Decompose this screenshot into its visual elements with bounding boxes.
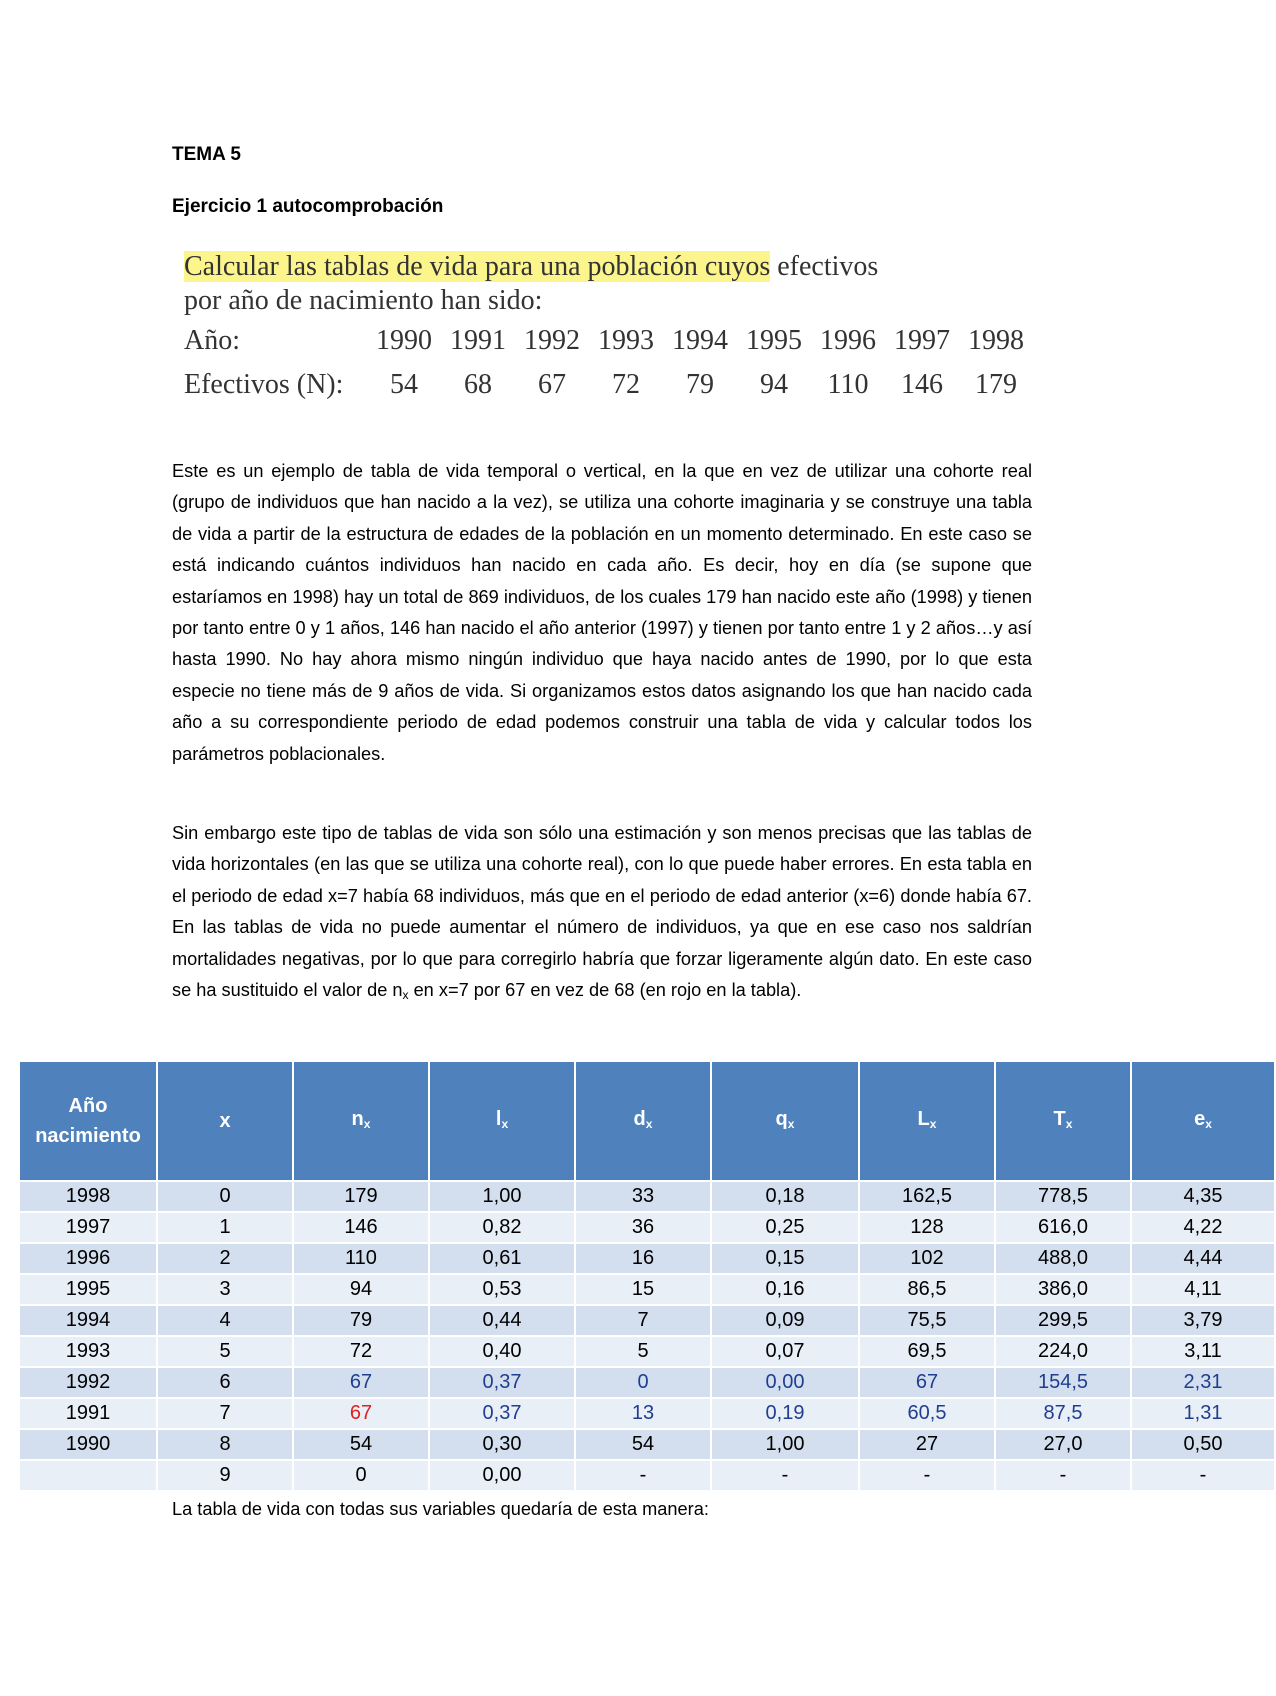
paragraph-2-start: Sin embargo este tipo de tablas de vida son sólo una estimación y son menos precisas que las tablas de vida horizontales (en las que se utiliza una cohorte real), con lo que puede haber errores. En esta tabla en el periodo de edad x=7 había 68 individuos, más que en el periodo de edad anterior (x=6) donde había 67. En las tablas de vida no puede aumentar el número de individuos, ya que en ese caso nos saldrían mortalidades negativas, por lo que para corregirlo habría que forzar ligeramente algún dato. En este caso se ha sustituido el valor de n <box>172 823 1032 1001</box>
column-header <box>1131 1061 1275 1181</box>
table-cell: 488,0 <box>995 1243 1131 1274</box>
table-cell: 0,82 <box>429 1212 575 1243</box>
column-header <box>859 1061 995 1181</box>
table-cell: 8 <box>157 1429 293 1460</box>
count-value: 54 <box>390 369 418 400</box>
column-header-subscript: x <box>929 1116 937 1131</box>
table-cell: - <box>995 1460 1131 1491</box>
column-header-label: e <box>1194 1107 1206 1130</box>
table-cell: 75,5 <box>859 1305 995 1336</box>
table-cell: 9 <box>157 1460 293 1491</box>
table-cell: 0,07 <box>711 1336 859 1367</box>
table-cell: 128 <box>859 1212 995 1243</box>
count-value: 146 <box>901 369 943 400</box>
table-cell: - <box>575 1460 711 1491</box>
table-row <box>19 1181 1275 1212</box>
paragraph-2-text <box>172 818 1032 1011</box>
table-cell: 27,0 <box>995 1429 1131 1460</box>
column-header-subscript: x <box>787 1116 795 1131</box>
table-cell: 0,15 <box>711 1243 859 1274</box>
problem-line-2: por año de nacimiento han sido: <box>184 285 543 316</box>
explanation-paragraph-1 <box>172 456 1032 770</box>
table-cell: 0 <box>157 1181 293 1212</box>
table-cell: 102 <box>859 1243 995 1274</box>
column-header-label: n <box>351 1107 364 1130</box>
table-cell: 5 <box>575 1336 711 1367</box>
table-cell: 146 <box>293 1212 429 1243</box>
table-cell: 0,37 <box>429 1367 575 1398</box>
year-value: 1991 <box>450 325 506 356</box>
explanation-paragraph-2 <box>172 818 1032 1011</box>
page-title: TEMA 5 <box>172 144 241 165</box>
table-cell: 69,5 <box>859 1336 995 1367</box>
table-cell: 67 <box>293 1398 429 1429</box>
paragraph-1-text: Este es un ejemplo de tabla de vida temporal o vertical, en la que en vez de utilizar una cohorte real (grupo de individuos que han nacido a la vez), se utiliza una cohorte imaginaria y se construye una tabla de vida a partir de la estructura de edades de la población en un momento determinado. En este caso se está indicando cuántos individuos han nacido en cada año. Es decir, hoy en día (se supone que estaríamos en 1998) hay un total de 869 individuos, de los cuales 179 han nacido este año (1998) y tienen por tanto entre 0 y 1 años, 146 han nacido el año anterior (1997) y tienen por tanto entre 1 y 2 años…y así hasta 1990. No hay ahora mismo ningún individuo que haya nacido antes de 1990, por lo que esta especie no tiene más de 9 años de vida. Si organizamos estos datos asignando los que han nacido cada año a su correspondiente periodo de edad podemos construir una tabla de vida y calcular todos los parámetros poblacionales. <box>172 461 1032 764</box>
table-cell: 60,5 <box>859 1398 995 1429</box>
table-cell: 0,37 <box>429 1398 575 1429</box>
table-cell: 1996 <box>19 1243 157 1274</box>
year-value: 1990 <box>376 325 432 356</box>
year-value: 1993 <box>598 325 654 356</box>
table-row <box>19 1243 1275 1274</box>
table-cell: 2 <box>157 1243 293 1274</box>
table-cell: 1,31 <box>1131 1398 1275 1429</box>
table-cell: 1993 <box>19 1336 157 1367</box>
table-cell: 54 <box>293 1429 429 1460</box>
column-header <box>575 1061 711 1181</box>
table-cell: 4,22 <box>1131 1212 1275 1243</box>
table-cell: 224,0 <box>995 1336 1131 1367</box>
paragraph-2-subscript: x <box>402 988 409 1003</box>
problem-statement <box>184 250 1044 400</box>
count-value: 94 <box>760 369 788 400</box>
table-cell: 0,00 <box>429 1460 575 1491</box>
table-cell: 7 <box>157 1398 293 1429</box>
column-header-subscript: x <box>1205 1116 1212 1131</box>
table-row <box>19 1336 1275 1367</box>
table-cell: 4 <box>157 1305 293 1336</box>
table-cell: 0 <box>293 1460 429 1491</box>
column-header-label: Año nacimiento <box>35 1095 141 1147</box>
column-header-label: x <box>219 1110 231 1132</box>
table-cell: 2,31 <box>1131 1367 1275 1398</box>
column-header-subscript: x <box>363 1116 371 1131</box>
column-header-subscript: x <box>1065 1116 1073 1131</box>
table-row <box>19 1460 1275 1491</box>
year-value: 1994 <box>672 325 728 356</box>
table-cell: 3,11 <box>1131 1336 1275 1367</box>
table-cell: 72 <box>293 1336 429 1367</box>
column-header-label: L <box>917 1107 930 1130</box>
year-value: 1997 <box>894 325 950 356</box>
table-cell: - <box>711 1460 859 1491</box>
year-value: 1995 <box>746 325 802 356</box>
highlighted-text: Calcular las tablas de vida para una población cuyos <box>184 251 771 282</box>
table-cell: 154,5 <box>995 1367 1131 1398</box>
table-row <box>19 1212 1275 1243</box>
table-cell: 0,44 <box>429 1305 575 1336</box>
table-row <box>19 1367 1275 1398</box>
table-cell <box>19 1460 157 1491</box>
table-cell: 94 <box>293 1274 429 1305</box>
column-header-label: q <box>775 1107 788 1130</box>
column-header <box>293 1061 429 1181</box>
table-cell: 7 <box>575 1305 711 1336</box>
table-cell: 3 <box>157 1274 293 1305</box>
column-header-label: T <box>1053 1107 1066 1130</box>
column-header-label: d <box>633 1107 646 1130</box>
table-cell: 0,30 <box>429 1429 575 1460</box>
column-header <box>995 1061 1131 1181</box>
problem-line-1 <box>184 250 1044 284</box>
table-cell: 5 <box>157 1336 293 1367</box>
table-cell: 87,5 <box>995 1398 1131 1429</box>
table-cell: 1 <box>157 1212 293 1243</box>
table-cell: 616,0 <box>995 1212 1131 1243</box>
year-value: 1992 <box>524 325 580 356</box>
table-cell: 27 <box>859 1429 995 1460</box>
table-cell: 1995 <box>19 1274 157 1305</box>
table-cell: 4,35 <box>1131 1181 1275 1212</box>
table-cell: 15 <box>575 1274 711 1305</box>
problem-line-1-rest: efectivos <box>770 251 879 282</box>
life-table-header-row <box>19 1061 1275 1181</box>
table-cell: 16 <box>575 1243 711 1274</box>
table-cell: 13 <box>575 1398 711 1429</box>
table-cell: 299,5 <box>995 1305 1131 1336</box>
year-value: 1996 <box>820 325 876 356</box>
column-header-subscript: x <box>501 1116 509 1131</box>
column-header-label: l <box>495 1107 502 1130</box>
table-cell: 33 <box>575 1181 711 1212</box>
table-cell: 778,5 <box>995 1181 1131 1212</box>
table-cell: 1998 <box>19 1181 157 1212</box>
count-value: 110 <box>827 369 869 400</box>
table-cell: 1994 <box>19 1305 157 1336</box>
count-value: 79 <box>686 369 714 400</box>
exercise-title: Ejercicio 1 autocomprobación <box>172 196 444 217</box>
year-value: 1998 <box>968 325 1024 356</box>
table-cell: 0,53 <box>429 1274 575 1305</box>
table-cell: 0,09 <box>711 1305 859 1336</box>
table-cell: 0,61 <box>429 1243 575 1274</box>
table-cell: 1,00 <box>711 1429 859 1460</box>
closing-text: La tabla de vida con todas sus variables quedaría de esta manera: <box>172 1499 709 1519</box>
counts-label: Efectivos (N): <box>184 369 344 400</box>
table-cell: 0,00 <box>711 1367 859 1398</box>
column-header-subscript: x <box>645 1116 653 1131</box>
years-label: Año: <box>184 325 240 356</box>
table-cell: 1997 <box>19 1212 157 1243</box>
paragraph-2-end: en x=7 por 67 en vez de 68 (en rojo en la tabla). <box>408 980 802 1001</box>
table-cell: 0,25 <box>711 1212 859 1243</box>
life-table <box>18 1060 1276 1492</box>
table-row <box>19 1398 1275 1429</box>
table-row <box>19 1274 1275 1305</box>
table-cell: 1990 <box>19 1429 157 1460</box>
table-cell: 0,16 <box>711 1274 859 1305</box>
count-value: 68 <box>464 369 492 400</box>
table-row <box>19 1429 1275 1460</box>
table-cell: 0,19 <box>711 1398 859 1429</box>
table-cell: - <box>859 1460 995 1491</box>
table-cell: 162,5 <box>859 1181 995 1212</box>
table-cell: - <box>1131 1460 1275 1491</box>
table-cell: 179 <box>293 1181 429 1212</box>
table-cell: 67 <box>859 1367 995 1398</box>
table-cell: 4,44 <box>1131 1243 1275 1274</box>
count-value: 179 <box>975 369 1017 400</box>
table-cell: 386,0 <box>995 1274 1131 1305</box>
column-header <box>711 1061 859 1181</box>
table-cell: 0 <box>575 1367 711 1398</box>
table-row <box>19 1305 1275 1336</box>
table-cell: 67 <box>293 1367 429 1398</box>
table-cell: 4,11 <box>1131 1274 1275 1305</box>
count-value: 72 <box>612 369 640 400</box>
table-cell: 36 <box>575 1212 711 1243</box>
table-cell: 0,18 <box>711 1181 859 1212</box>
table-cell: 3,79 <box>1131 1305 1275 1336</box>
table-cell: 54 <box>575 1429 711 1460</box>
table-cell: 0,40 <box>429 1336 575 1367</box>
column-header <box>429 1061 575 1181</box>
life-table-body <box>19 1181 1275 1491</box>
table-cell: 1991 <box>19 1398 157 1429</box>
table-cell: 0,50 <box>1131 1429 1275 1460</box>
table-cell: 1992 <box>19 1367 157 1398</box>
count-value: 67 <box>538 369 566 400</box>
table-cell: 6 <box>157 1367 293 1398</box>
table-cell: 110 <box>293 1243 429 1274</box>
column-header <box>19 1061 157 1181</box>
column-header <box>157 1061 293 1181</box>
table-cell: 1,00 <box>429 1181 575 1212</box>
table-cell: 79 <box>293 1305 429 1336</box>
table-cell: 86,5 <box>859 1274 995 1305</box>
